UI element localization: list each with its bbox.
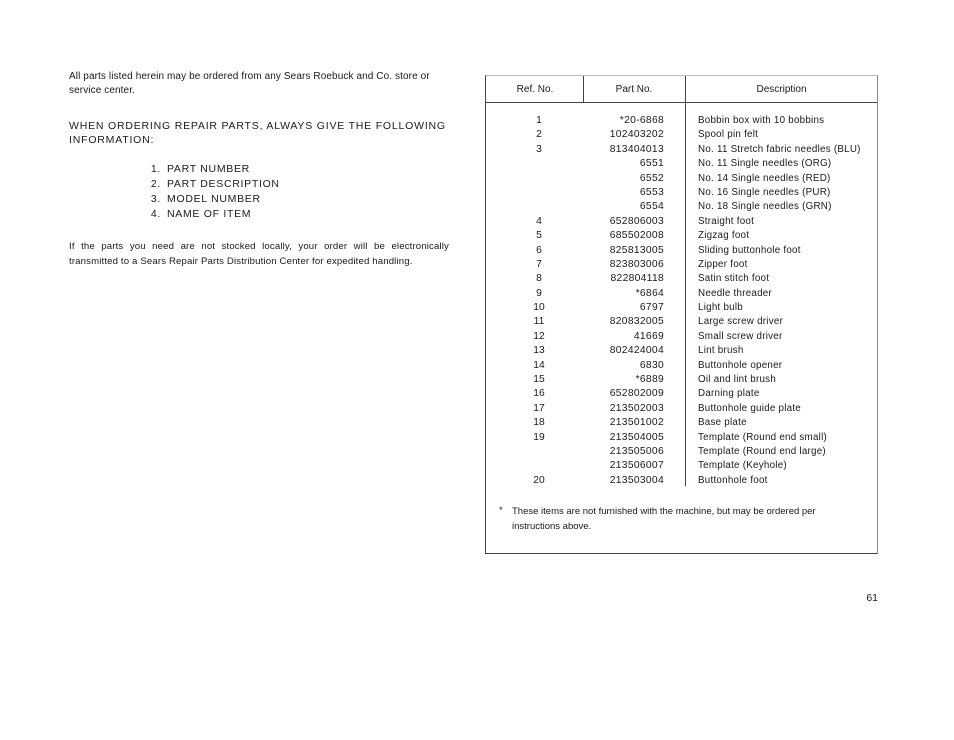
part-no-cell: 802424004 (609, 345, 664, 357)
part-no-cell: 6552 (639, 172, 664, 184)
description-cell: Oil and lint brush (698, 374, 777, 386)
description-cell: Zigzag foot (698, 230, 750, 242)
column-divider (583, 76, 584, 102)
table-row (486, 416, 877, 430)
ref-cell: 18 (533, 417, 545, 429)
ref-cell: 13 (533, 345, 545, 357)
table-row (486, 402, 877, 416)
ref-cell: 10 (533, 302, 545, 314)
part-no-cell: 213505006 (609, 445, 664, 457)
part-no-cell: 213502003 (609, 402, 664, 414)
description-cell: No. 18 Single needles (GRN) (698, 201, 832, 213)
required-info-list (140, 162, 449, 222)
table-row (486, 387, 877, 401)
table-row (486, 200, 877, 214)
table-body (486, 114, 877, 488)
table-row (486, 373, 877, 387)
ref-cell: 11 (533, 316, 545, 328)
table-row (486, 287, 877, 301)
part-no-cell: 213506007 (609, 460, 664, 472)
ref-cell: 19 (533, 431, 545, 443)
ref-cell: 20 (533, 474, 545, 486)
ref-cell: 9 (536, 287, 542, 299)
table-row (486, 301, 877, 315)
ref-cell: 15 (533, 374, 545, 386)
ordering-header: WHEN ORDERING REPAIR PARTS, ALWAYS GIVE THE FOLLOWING INFORMATION: (69, 120, 446, 146)
footnote-text: These items are not furnished with the machine, but may be ordered per instructions above. (512, 506, 816, 532)
table-row (486, 143, 877, 157)
part-no-cell: 685502008 (609, 230, 664, 242)
description-cell: Small screw driver (698, 330, 783, 342)
description-cell: Straight foot (698, 215, 755, 227)
description-cell: Base plate (698, 417, 747, 429)
table-row (486, 258, 877, 272)
stock-note: If the parts you need are not stocked locally, your order will be electronically transmitted to a Sears Repair Parts Distribution Center for expedited handling. (69, 241, 449, 267)
table-row (486, 315, 877, 329)
table-row (486, 229, 877, 243)
page-number: 61 (866, 592, 878, 604)
table-row (486, 172, 877, 186)
part-no-cell: 6553 (639, 186, 664, 198)
table-row (486, 157, 877, 171)
part-no-cell: 823803006 (609, 258, 664, 270)
ref-cell: 6 (536, 244, 542, 256)
description-cell: No. 16 Single needles (PUR) (698, 186, 831, 198)
description-cell: Satin stitch foot (698, 273, 770, 285)
table-row (486, 431, 877, 445)
list-item: 1. PART NUMBER (150, 163, 250, 175)
header-ref-no: Ref. No. (516, 84, 554, 95)
ref-cell: 1 (536, 115, 542, 126)
table-row (486, 474, 877, 488)
table-row (486, 244, 877, 258)
header-description: Description (756, 84, 807, 95)
description-cell: No. 11 Single needles (ORG) (698, 158, 832, 170)
description-cell: Light bulb (698, 302, 743, 314)
part-no-cell: 41669 (633, 330, 664, 342)
description-cell: Buttonhole foot (698, 474, 768, 486)
ref-cell: 14 (533, 359, 545, 371)
ref-cell: 7 (536, 258, 542, 270)
ref-cell: 5 (536, 230, 542, 242)
footnote-star: * (499, 505, 503, 516)
description-cell: Zipper foot (698, 258, 748, 270)
table-row (486, 445, 877, 459)
description-cell: Large screw driver (698, 316, 784, 328)
part-no-cell: 652806003 (609, 215, 664, 227)
ref-cell: 8 (536, 273, 542, 285)
part-no-cell: 6554 (639, 201, 664, 213)
list-item: 3. MODEL NUMBER (150, 193, 261, 205)
table-row (486, 128, 877, 142)
part-no-cell: *20-6868 (619, 115, 664, 126)
part-no-cell: *6889 (635, 374, 664, 386)
table-row (486, 186, 877, 200)
ref-cell: 16 (533, 388, 545, 400)
footnote (499, 504, 859, 534)
description-cell: Buttonhole guide plate (698, 402, 802, 414)
part-no-cell: 102403202 (609, 129, 664, 141)
description-cell: Lint brush (698, 345, 744, 357)
table-row (486, 459, 877, 473)
list-item: 2. PART DESCRIPTION (150, 178, 280, 190)
table-row (486, 344, 877, 358)
part-no-cell: 213504005 (609, 431, 664, 443)
part-no-cell: 6551 (639, 158, 664, 170)
description-cell: Darning plate (698, 388, 760, 400)
part-no-cell: 6830 (639, 359, 664, 371)
description-cell: No. 14 Single needles (RED) (698, 172, 831, 184)
table-row (486, 114, 877, 128)
part-no-cell: 820832005 (609, 316, 664, 328)
part-no-cell: *6864 (635, 287, 664, 299)
table-row (486, 359, 877, 373)
ordering-info-column (69, 70, 449, 279)
description-cell: Template (Round end large) (698, 445, 826, 457)
ref-cell: 3 (536, 143, 542, 155)
table-header (486, 76, 877, 103)
part-no-cell: 813404013 (609, 143, 664, 155)
description-cell: No. 11 Stretch fabric needles (BLU) (698, 143, 861, 155)
part-no-cell: 652802009 (609, 388, 664, 400)
ref-cell: 17 (533, 402, 545, 414)
intro-text: All parts listed herein may be ordered from any Sears Roebuck and Co. store or service center. (69, 71, 430, 96)
parts-table (485, 75, 878, 554)
part-no-cell: 213503004 (609, 474, 664, 486)
part-no-cell: 822804118 (610, 273, 664, 285)
ref-cell: 4 (536, 215, 542, 227)
description-cell: Needle threader (698, 287, 773, 299)
description-cell: Template (Keyhole) (698, 460, 787, 472)
ref-cell: 2 (536, 129, 542, 141)
description-cell: Buttonhole opener (698, 359, 783, 371)
part-no-cell: 6797 (639, 302, 664, 314)
table-row (486, 272, 877, 286)
description-cell: Spool pin felt (698, 129, 759, 141)
ref-cell: 12 (533, 330, 545, 342)
part-no-cell: 825813005 (609, 244, 664, 256)
description-cell: Sliding buttonhole foot (698, 244, 801, 256)
list-item: 4. NAME OF ITEM (150, 208, 252, 220)
description-cell: Bobbin box with 10 bobbins (698, 115, 825, 126)
part-no-cell: 213501002 (609, 417, 664, 429)
table-row (486, 330, 877, 344)
description-cell: Template (Round end small) (698, 431, 828, 443)
table-row (486, 215, 877, 229)
header-part-no: Part No. (615, 84, 653, 95)
